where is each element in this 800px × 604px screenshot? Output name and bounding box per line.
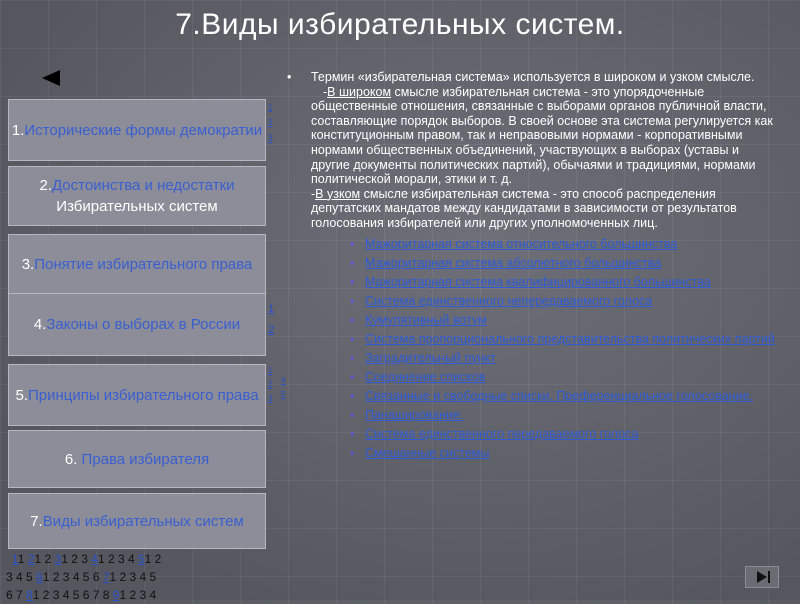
nav-button-concept[interactable]: 3.Понятие избирательного права [8, 234, 266, 294]
side-link[interactable]: 2 [268, 324, 275, 336]
nav-button-historical-forms[interactable]: 1.Исторические формы демократии [8, 99, 266, 161]
side-link[interactable]: 5 [281, 390, 286, 399]
page-link[interactable]: 3 [54, 552, 62, 566]
intro-text: • Термин «избирательная система» используется в широком и узком смысле. [311, 70, 755, 84]
side-link[interactable]: 4 [281, 376, 286, 385]
bottom-page-links [6, 550, 266, 604]
nav-link-system-types[interactable]: Виды избирательных систем [42, 512, 244, 530]
narrow-definition: -В узком смысле избирательная система - это способ распределения депутатских мандатов между кандидатами в зависимости от результатов голосования избирателей или других уполномоченных лиц. [311, 186, 737, 230]
wide-sense-link[interactable]: В широком [327, 84, 392, 99]
term-paragraph [285, 70, 775, 231]
nav-button-principles[interactable]: 5.Принципы избирательного права [8, 364, 266, 426]
page-link[interactable]: 5 [137, 552, 145, 566]
back-arrow-icon[interactable] [42, 70, 60, 86]
list-item[interactable]: ▪ Мажоритарная система абсолютного большинства [365, 256, 775, 270]
list-item[interactable]: ▪ Система единственного передаваемого голоса [365, 427, 775, 441]
page-link[interactable]: 2 [27, 552, 35, 566]
side-link[interactable]: 2 [268, 380, 273, 389]
nav-link-advantages[interactable]: Достоинства и недостатки [51, 177, 235, 194]
side-link[interactable]: 1 [268, 366, 273, 375]
list-item[interactable]: ▪ Кумулятивный вотум [365, 313, 775, 327]
bottom-links-line-3: 6 7 81 2 3 4 5 6 7 8 91 2 3 4 [6, 588, 157, 602]
side-link[interactable]: 3 [268, 134, 273, 143]
nav-link-principles[interactable]: Принципы избирательного права [27, 386, 259, 404]
list-item[interactable]: ▪ Панаширование. [365, 408, 775, 422]
list-item[interactable]: ▪ Мажоритарная система относительного большинства [365, 237, 775, 251]
page-link[interactable]: 4 [91, 552, 98, 566]
nav-button-advantages-rest: Избирательных систем [56, 198, 218, 215]
list-item[interactable]: ▪ Соединение списков [365, 370, 775, 384]
main-content [285, 70, 775, 465]
page-link[interactable]: 8 [26, 588, 33, 602]
wide-definition: -В широком смысле избирательная система - это упорядоченные общественные отношения, связанные с выборами органов публичной власти, составляющие порядок выборов. В своей основе эта система регулируется как конституционным правом, так и неправовыми нормами - корпоративными нормами общественных объединений, участвующих в выборах (уставы и другие документы политических партий), обычаями и традициями, нормами политической морали, этики и т. д. [311, 84, 773, 187]
list-item[interactable]: ▪ Смешанные системы [365, 446, 775, 460]
nav-link-laws[interactable]: Законы о выборах в России [46, 316, 241, 333]
nav-button-advantages[interactable]: 2.Достоинства и недостатки Избирательных систем [8, 166, 266, 226]
bottom-links-line-1: 11 21 2 31 2 3 41 2 3 4 51 2 [12, 552, 162, 566]
list-item[interactable]: ▪ Мажоритарная система квалифицированного большинства [365, 275, 775, 289]
nav-button-voter-rights[interactable]: 6. Права избирателя [8, 430, 266, 488]
list-item[interactable]: ▪ Заградительный пункт [365, 351, 775, 365]
systems-list [285, 237, 775, 460]
side-link[interactable]: 2 [268, 118, 273, 127]
side-link[interactable]: 1 [268, 103, 273, 112]
list-item[interactable]: ▪ Система пропорционального представительства политических партий [365, 332, 775, 346]
nav-link-concept[interactable]: Понятие избирательного права [34, 255, 253, 273]
bottom-links-line-2: 3 4 5 61 2 3 4 5 6 71 2 3 4 5 [6, 570, 157, 584]
page-link[interactable]: 9 [112, 588, 120, 602]
nav-link-voter-rights[interactable]: Права избирателя [81, 450, 210, 468]
page-link[interactable]: 7 [102, 570, 110, 584]
nav-button-laws[interactable]: 4.Законы о выборах в России [8, 294, 266, 356]
nav-button-system-types[interactable]: 7.Виды избирательных систем [8, 493, 266, 549]
page-link[interactable]: 6 [36, 570, 43, 584]
side-link[interactable]: 3 [268, 394, 273, 403]
nav-link-historical-forms[interactable]: Исторические формы демократии [24, 121, 263, 139]
page-title: 7.Виды избирательных систем. [175, 8, 625, 41]
narrow-sense-link[interactable]: В узком [315, 186, 361, 201]
list-item[interactable]: ▪ Связанные и свободные списки. Преференциальное голосование. [365, 389, 775, 403]
page-link[interactable]: 1 [12, 552, 18, 566]
list-item[interactable]: ▪ Система единственного непередаваемого голоса [365, 294, 775, 308]
side-link[interactable]: 1 [268, 303, 275, 315]
skip-to-end-icon[interactable] [745, 566, 779, 588]
